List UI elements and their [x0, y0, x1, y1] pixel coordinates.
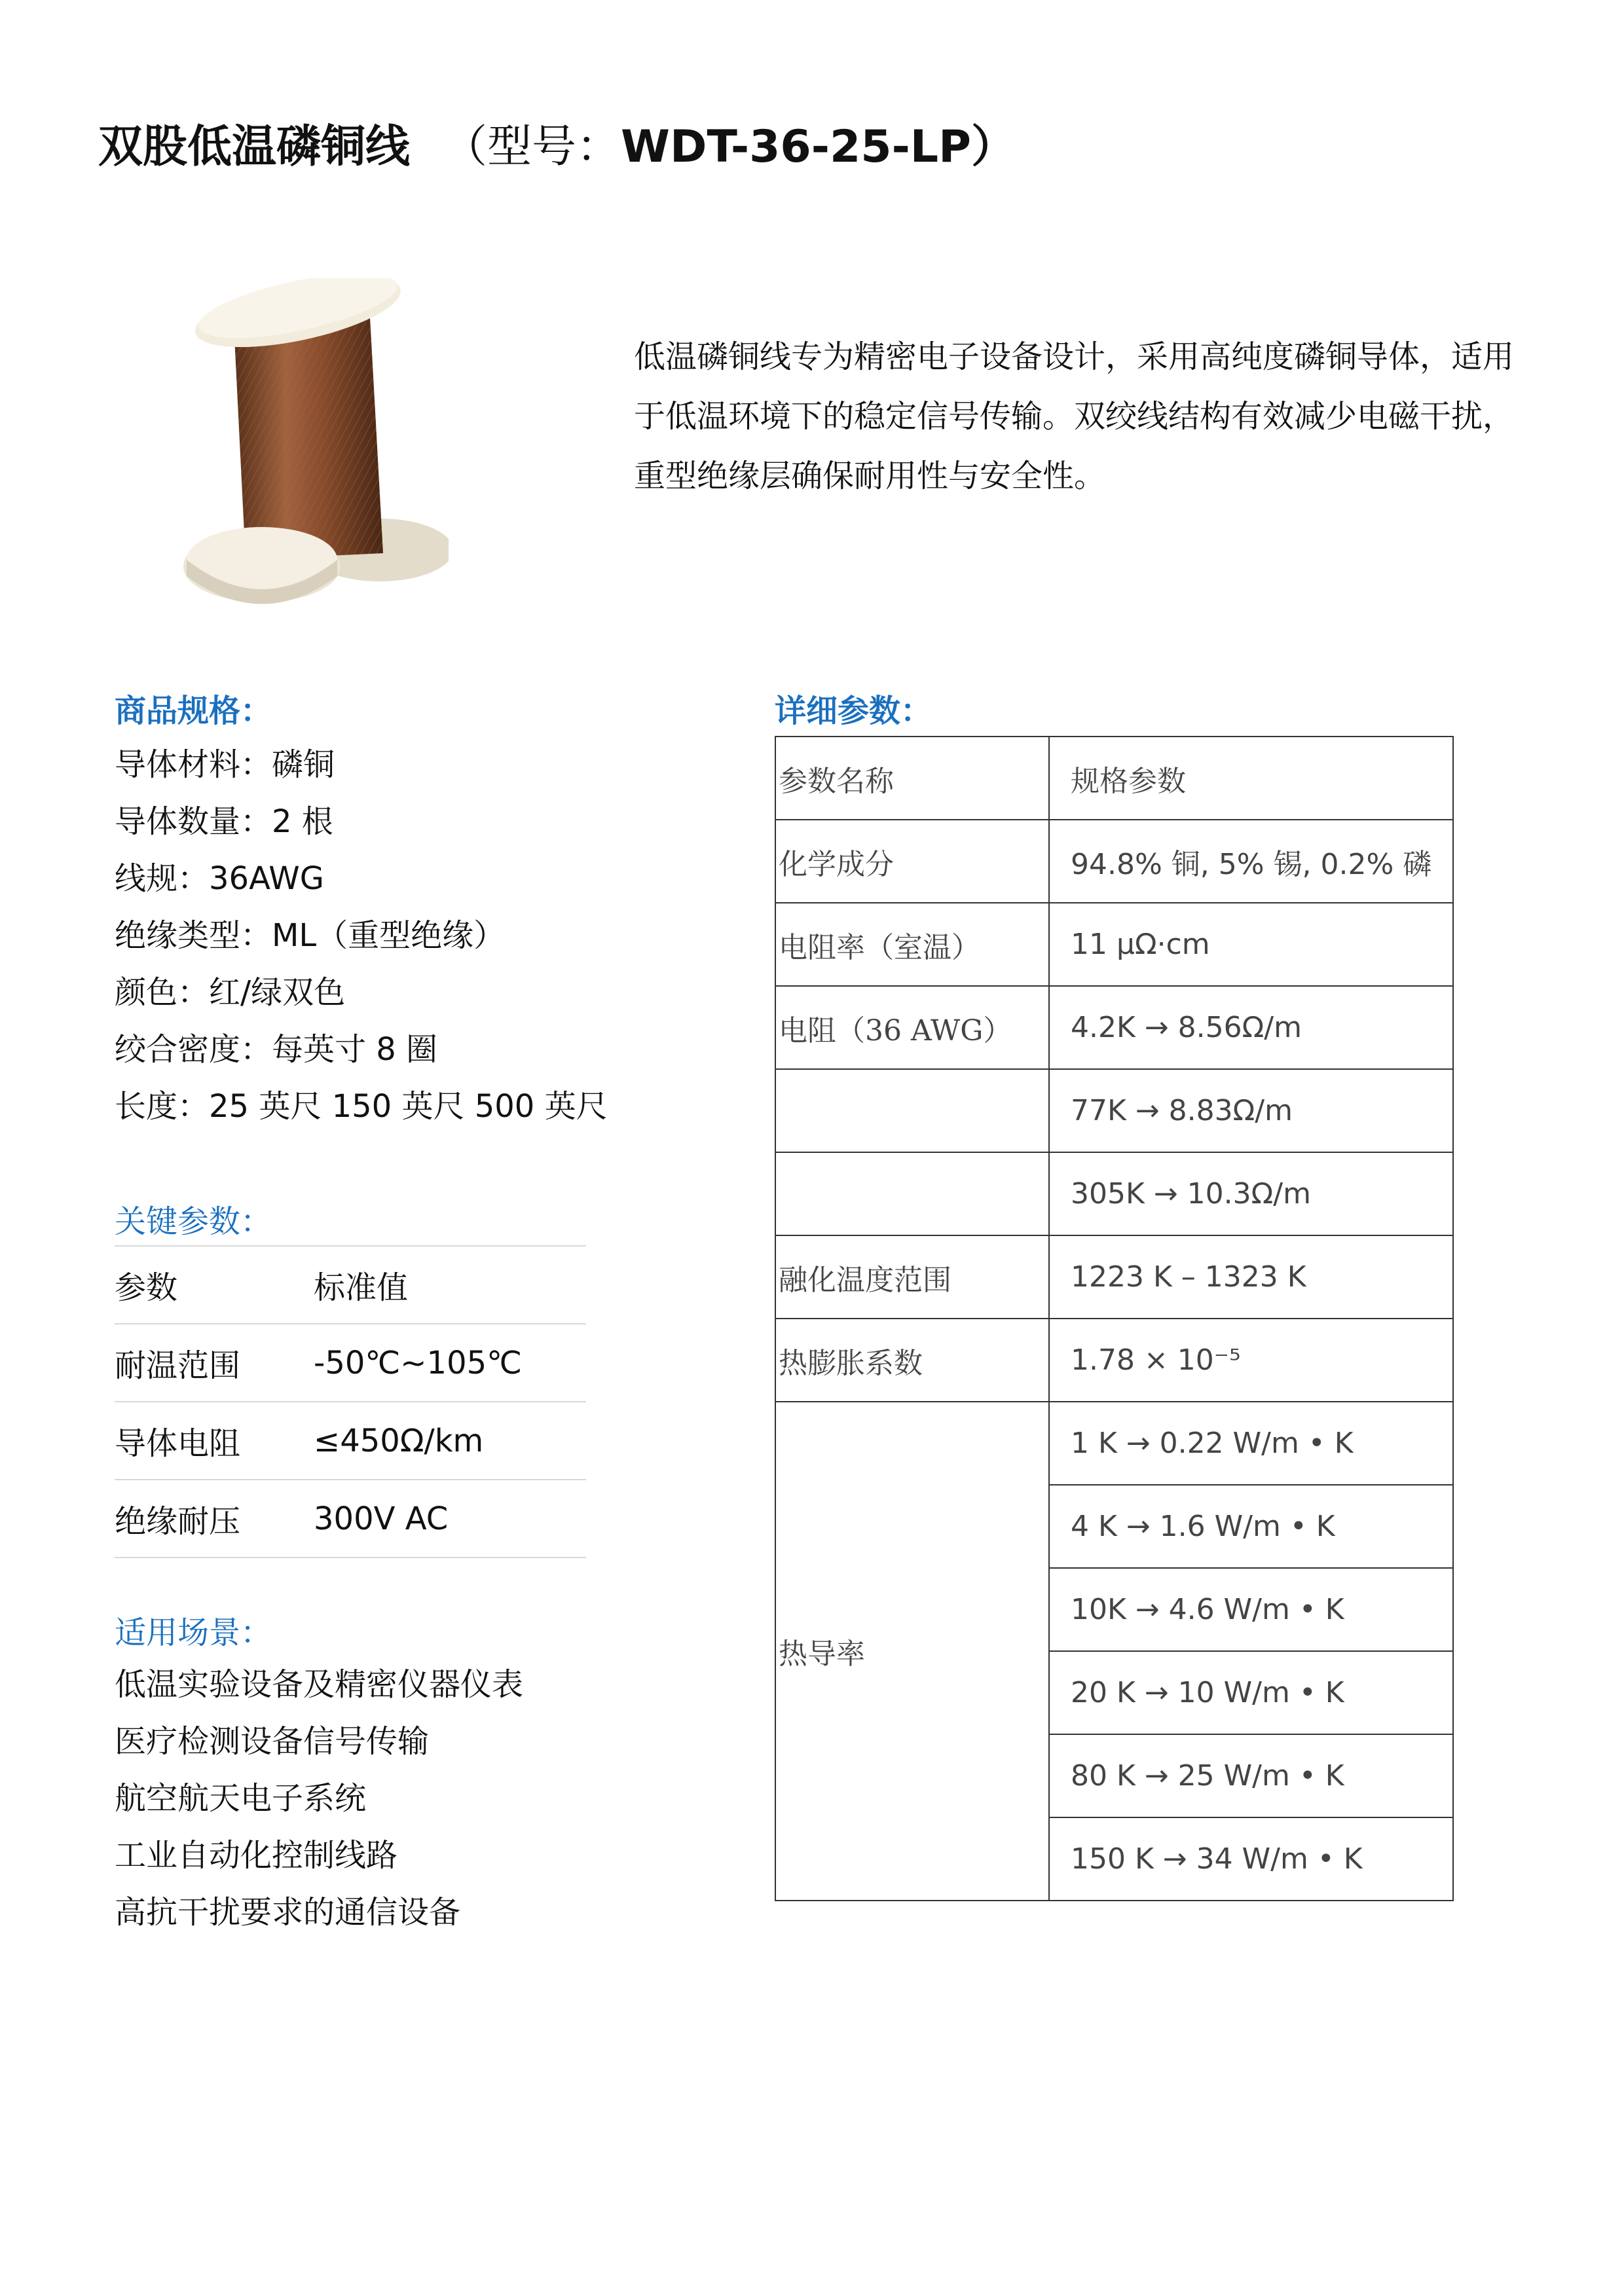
param-name: 绝缘耐压 — [115, 1480, 314, 1558]
scenarios-heading: 适用场景： — [115, 1614, 272, 1651]
scenario-item: 工业自动化控制线路 — [115, 1837, 398, 1874]
specs-list — [115, 737, 608, 1135]
param-value: 1.78 × 10⁻⁵ — [1049, 1319, 1453, 1402]
param-name: 热膨胀系数 — [775, 1319, 1049, 1402]
table-row — [775, 1152, 1453, 1235]
table-row — [775, 1319, 1453, 1402]
scenario-item: 高抗干扰要求的通信设备 — [115, 1894, 461, 1931]
param-value: ≤450Ω/km — [314, 1402, 586, 1480]
key-params-table — [115, 1245, 586, 1558]
key-params-heading: 关键参数： — [115, 1203, 272, 1240]
spec-item: 绝缘类型：ML（重型绝缘） — [115, 917, 506, 954]
param-value: 305K → 10.3Ω/m — [1049, 1152, 1453, 1235]
empty-cell — [775, 1069, 1049, 1152]
empty-cell — [775, 1152, 1049, 1235]
table-row — [115, 1246, 586, 1324]
param-name: 融化温度范围 — [775, 1235, 1049, 1319]
intro-paragraph: 低温磷铜线专为精密电子设备设计，采用高纯度磷铜导体，适用于低温环境下的稳定信号传输。双绞线结构有效减少电磁干扰，重型绝缘层确保耐用性与安全性。 — [634, 338, 1515, 494]
param-name: 化学成分 — [775, 820, 1049, 903]
spec-item: 线规：36AWG — [115, 860, 324, 897]
param-value: 标准值 — [314, 1246, 586, 1324]
scenario-item: 航空航天电子系统 — [115, 1780, 367, 1817]
table-header-row — [775, 737, 1453, 820]
model-close: ） — [970, 121, 1016, 173]
spec-item: 颜色：红/绿双色 — [115, 974, 346, 1011]
wire-spool-image — [174, 278, 449, 619]
param-value: 1 K → 0.22 W/m • K — [1049, 1402, 1453, 1485]
table-row — [115, 1402, 586, 1480]
header-param-spec: 规格参数 — [1049, 737, 1453, 820]
spec-item: 绞合密度：每英寸 8 圈 — [115, 1031, 438, 1068]
param-name: 参数 — [115, 1246, 314, 1324]
param-value: 94.8% 铜, 5% 锡, 0.2% 磷 — [1049, 820, 1453, 903]
details-heading: 详细参数： — [775, 693, 932, 729]
page-title — [98, 111, 1016, 175]
spec-item: 导体数量：2 根 — [115, 803, 333, 840]
model-label: （型号： — [443, 121, 621, 173]
spec-item: 导体材料：磷铜 — [115, 746, 335, 783]
table-row — [115, 1324, 586, 1402]
scenario-item: 低温实验设备及精密仪器仪表 — [115, 1666, 524, 1703]
param-name: 导体电阻 — [115, 1402, 314, 1480]
details-table — [775, 736, 1454, 1901]
param-value: 80 K → 25 W/m • K — [1049, 1734, 1453, 1817]
param-name: 电阻（36 AWG） — [775, 986, 1049, 1069]
table-row — [775, 903, 1453, 986]
param-name: 电阻率（室温） — [775, 903, 1049, 986]
param-name: 耐温范围 — [115, 1324, 314, 1402]
header-param-name: 参数名称 — [775, 737, 1049, 820]
scenarios-list — [115, 1656, 523, 1941]
scenario-item: 医疗检测设备信号传输 — [115, 1723, 430, 1760]
spec-item: 长度：25 英尺 150 英尺 500 英尺 — [115, 1088, 608, 1125]
param-value: 20 K → 10 W/m • K — [1049, 1651, 1453, 1734]
param-value: 4.2K → 8.56Ω/m — [1049, 986, 1453, 1069]
table-row — [775, 1402, 1453, 1485]
specs-heading: 商品规格： — [115, 693, 272, 729]
table-row — [115, 1480, 586, 1558]
product-name: 双股低温磷铜线 — [98, 121, 411, 173]
param-value: 4 K → 1.6 W/m • K — [1049, 1485, 1453, 1568]
param-value: 150 K → 34 W/m • K — [1049, 1817, 1453, 1901]
table-row — [775, 1069, 1453, 1152]
param-value: 11 μΩ·cm — [1049, 903, 1453, 986]
table-row — [775, 820, 1453, 903]
table-row — [775, 1235, 1453, 1319]
param-name: 热导率 — [775, 1402, 1049, 1901]
param-value: 77K → 8.83Ω/m — [1049, 1069, 1453, 1152]
model-code: WDT-36-25-LP — [621, 121, 971, 173]
param-value: -50℃~105℃ — [314, 1324, 586, 1402]
table-row — [775, 986, 1453, 1069]
param-value: 10K → 4.6 W/m • K — [1049, 1568, 1453, 1651]
param-value: 1223 K – 1323 K — [1049, 1235, 1453, 1319]
param-value: 300V AC — [314, 1480, 586, 1558]
